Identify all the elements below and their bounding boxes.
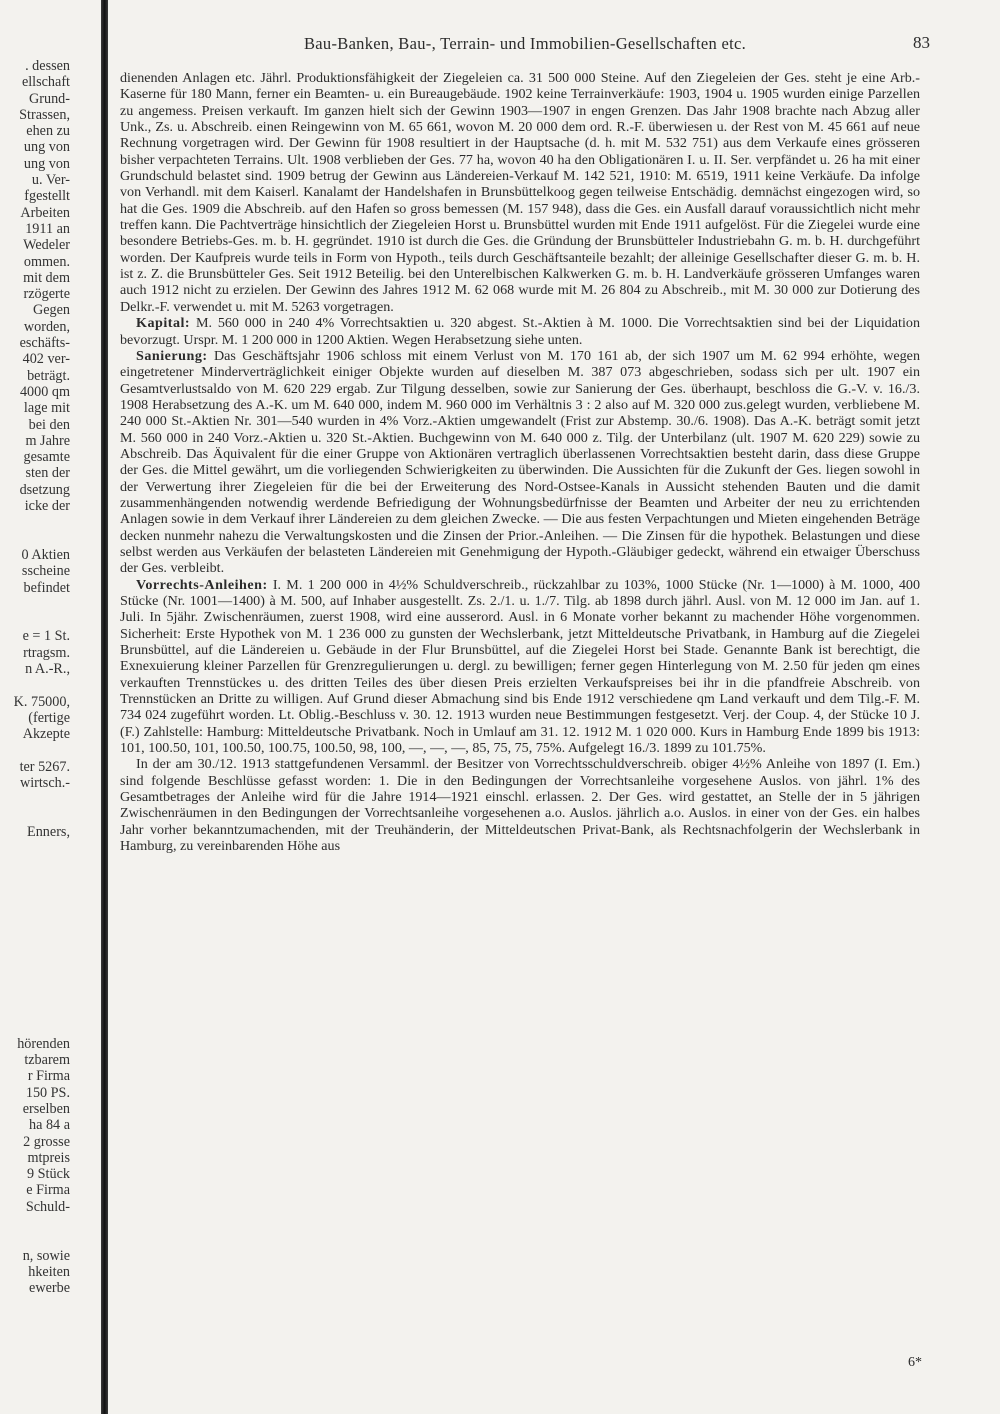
paragraph-intro: dienenden Anlagen etc. Jährl. Produktionsfähigkeit der Ziegeleien ca. 31 500 000 Steine. Auf den Ziegeleien der Ges. steht je eine Arb.-Kaserne für 180 Mann, ferner ein Beamten- u. ein Bureaugebäude. 1902 keine Terrainverkäufe: 1903, 1904 u. 1905 wurden einige Parzellen zu angemess. Preisen verkauft. Im ganzen hielt sich der Gewinn 1903—1907 in engen Grenzen. Das Jahr 1908 brachte nach Abzug aller Unk., Zs. u. Abschreib. einen Reingewinn von M. 65 661, wovon M. 20 000 dem ord. R.-F. überwiesen u. der Rest von M. 45 661 auf neue Rechnung vorgetragen wird. Der Gewinn für 1908 resultiert in der Hauptsache (d. h. mit M. 532 751) aus dem Verkaufe eines grösseren bisher verpachteten Terrains. Ult. 1908 verblieben der Ges. 77 ha, wovon 40 ha den Obligationären I. u. II. Ser. verpfändet u. 26 ha mit einer Grundschuld belastet sind. 1909 betrug der Gewinn aus Ländereien-Verkauf M. 142 521, 1910: M. 6519, 1911 keine Verkäufe. Da infolge von Verhandl. mit dem Kaiserl. Kanalamt der Handelshafen in Brunsbüttelkoog gegen teilweise Entschädig. demnächst eingezogen wird, so hat die Ges. 1909 die Abschreib. auf den Hafen so gross bemessen (M. 157 948), dass die Ges. ein Ausfall darauf voraussichtlich nicht mehr treffen kann. Die Pachtverträge hinsichtlich der Ziegeleien Horst u. Brunsbüttel wurden mit Ende 1911 aufgelöst. Für die Ziegelei wurde eine besondere Betriebs-Ges. m. b. H. gegründet. 1910 ist durch die Ges. die Gründung der Brunsbütteler Industriebahn G. m. b. H. durchgeführt worden. Der Kaufpreis wurde teils in Form von Hypoth., teils durch Geschäftsanteile bezahlt; der alleinige Gesellschafter dieser G. m. b. H. ist z. Z. die Brunsbütteler Ges. Seit 1912 Beteilig. bei den Unterelbischen Kalkwerken G. m. b. H. Landverkäufe grösseren Umfanges waren auch 1912 nicht zu erzielen. Der Gewinn des Jahres 1912 M. 62 068 wurde mit M. 26 804 zu Abschreib., mit M. 30 000 zur Dotierung des Delkr.-F. verwendet u. mit M. 5263 vorgetragen. <box>120 70 920 315</box>
kapital-heading: Kapital: <box>136 315 191 332</box>
sanierung-heading: Sanierung: <box>136 347 208 364</box>
fragment-line: . dessen <box>25 58 70 74</box>
fragment-line: 2 grosse <box>23 1133 70 1150</box>
fragment-line: beträgt. <box>27 367 70 384</box>
fragment-line: rtragsm. <box>23 644 70 661</box>
fragment-line: lage mit <box>23 400 70 417</box>
fragment-line: mit dem <box>23 269 70 286</box>
fragment-line: 1911 an <box>25 220 70 237</box>
fragment-line <box>0 612 70 628</box>
fragment-line <box>0 596 70 612</box>
running-head: Bau-Banken, Bau-, Terrain- und Immobilien-Gesellschaften etc. <box>303 34 747 53</box>
vorrechts-heading: Vorrechts-Anleihen: <box>136 576 268 593</box>
fragment-line: Grund- <box>29 90 70 107</box>
fragment-line: tzbarem <box>24 1052 70 1069</box>
fragment-line: fgestellt <box>24 188 70 205</box>
paragraph-vorrechts-anleihen <box>120 577 920 757</box>
vorrechts-text: I. M. 1 200 000 in 4½% Schuldverschreib., rückzahlbar zu 103%, 1000 Stücke (Nr. 1—1000) à M. 1000, 400 Stücke (Nr. 1001—1400) à M. 500, auf Inhaber ausgestellt. Zs. 2./1. u. 1./7. Tilg. ab 1898 durch jährl. Ausl. von M. 12 000 im Jan. auf 1. Juli. In 5jähr. Zwischenräumen, zuerst 1908, wird eine ausserord. Ausl. in 6 Monate vorher bekannt zu machender Höhe vorgenommen. Sicherheit: Erste Hypothek von M. 1 236 000 zu gunsten der Wechslerbank, jetzt Mitteldeutsche Privatbank, in Hamburg auf die Ziegelei Brunsbüttel, auf die Ländereien u. Gebäude in der Flur Brunsbüttel, auf die Ziegelei Horst bei Stade. Genannte Bank ist berechtigt, die Exnexuierung kleiner Parzellen für Grenzregulierungen u. dergl. zu bewilligen; ferner gegen Hinterlegung von M. 2.50 für jeden qm eines verkauften Trennstückes u. des dritten Teiles des über diesen Preis erzielten Verkaufspreises bei ihr in die pfandfreie Abschreib. von Trennstücken an Dritte zu willigen. Auf Grund dieser Abmachung sind bis Ende 1912 verschiedene qm Land verkauft und dem Tilg.-F. M. 734 024 zugeführt worden. Lt. Oblig.-Beschluss v. 30. 12. 1913 wurden neue Bestimmungen festgesetzt. Verj. der Coup. 4, der Stücke 10 J. (F.) Zahlstelle: Hamburg: Mitteldeutsche Privatbank. Noch in Umlauf am 31. 12. 1912 M. 1 020 000. Kurs in Hamburg Ende 1899 bis 1913: 101, 100.50, 101, 100.50, 100.75, 100.50, 98, 100, —, —, —, 85, 75, 75, 75%. Aufgelegt 16./3. 1899 zu 101.75%. <box>120 576 920 757</box>
fragment-line <box>0 971 70 987</box>
fragment-line <box>0 1215 70 1231</box>
fragment-line <box>0 840 70 856</box>
fragment-line <box>0 1003 70 1019</box>
fragment-line: ung von <box>23 139 70 156</box>
fragment-line: sten der <box>25 465 70 482</box>
fragment-line: 150 PS. <box>25 1084 70 1101</box>
fragment-line <box>0 889 70 905</box>
kapital-text: M. 560 000 in 240 4% Vorrechtsaktien u. 320 abgest. St.-Aktien à M. 1000. Die Vorrechtsaktien sind bei der Liquidation bevorzugt. Urspr. M. 1 200 000 in 1200 Aktien. Wegen Herabsetzung siehe unten. <box>120 315 920 348</box>
fragment-line: 402 ver- <box>22 351 70 368</box>
fragment-line: dsetzung <box>19 481 70 498</box>
fragment-line <box>0 677 70 693</box>
fragment-line: ommen. <box>23 253 70 270</box>
fragment-line: u. Ver- <box>31 172 70 189</box>
fragment-line: gesamte <box>23 449 70 466</box>
fragment-line: icke der <box>24 498 70 515</box>
fragment-line <box>0 1020 70 1036</box>
fragment-line: ter 5267. <box>19 758 70 775</box>
paragraph-versammlung: In der am 30./12. 1913 stattgefundenen Versamml. der Besitzer von Vorrechtsschuldverschreib. obiger 4½% Anleihe von 1897 (I. Em.) sind folgende Beschlüsse gefasst worden: 1. Die in den Bedingungen der Vorrechtsanleihe vorgesehene Auslos. von jährl. 1% des Gesamtbetrages der Anleihe wird für die Jahre 1914—1921 einschl. erlassen. 2. Der Ges. wird gestattet, an Stelle der in 5 jährigen Zwischenräumen in den Bedingungen der Vorrechtsanleihe vorgesehenen a.o. Auslos. jährlich a.o. Auslos. in einer von der Ges. ein halbes Jahr vorher bekanntzumachenden, mit der Treuhänderin, der Mitteldeutschen Privat-Bank, als Rechtsnachfolgerin der Wechslerbank in Hamburg, zu vereinbarenden Höhe aus <box>120 756 920 855</box>
fragment-line: erselben <box>22 1101 70 1117</box>
fragment-line: bei den <box>28 416 70 433</box>
main-text-column <box>120 70 920 855</box>
fragment-line: Akzepte <box>22 726 70 743</box>
fragment-line: Enners, <box>27 823 70 840</box>
fragment-line: rzögerte <box>23 286 70 303</box>
fragment-line: Strassen, <box>19 106 70 123</box>
fragment-line: n A.-R., <box>25 660 70 677</box>
fragment-line: 4000 qm <box>19 383 70 400</box>
fragment-line <box>0 1231 70 1247</box>
fragment-line <box>0 954 70 970</box>
fragment-line: Arbeiten <box>20 204 70 221</box>
fragment-line: ha 84 a <box>29 1117 70 1134</box>
fragment-line: ewerbe <box>29 1280 70 1297</box>
page-gutter-divider <box>101 0 108 1414</box>
sanierung-text: Das Geschäftsjahr 1906 schloss mit einem Verlust von M. 170 161 ab, der sich 1907 um M. 62 994 erhöhte, wegen eingetretener Minderverträglichkeit einiger Objekte wurden auf dieselben M. 387 073 abgeschrieben, sodass sich per ult. 1907 ein Gesamtverlustsaldo von M. 620 229 ergab. Zur Tilgung desselben, sowie zur Sanierung der Ges. überhaupt, beschloss die G.-V. v. 16./3. 1908 Herabsetzung des A.-K. um M. 640 000, indem M. 960 000 im Verhältnis 3 : 2 also auf M. 320 000 zus.gelegt wurden, verbliebene M. 240 000 St.-Aktien Nr. 301—540 wurden in 4% Vorz.-Aktien umgewandelt (Frist zur Abstemp. 30./6. 1908). Das A.-K. beträgt somit jetzt M. 560 000 in 240 Vorz.-Aktien u. 320 St.-Aktien. Buchgewinn von M. 640 000 z. Tilg. der Unterbilanz (ult. 1907 M. 620 229) sowie zu Abschreib. Das Äquivalent für die einer Gruppe von Aktionären vertraglich überlassenen Vorrechtsaktien besteht darin, dass diese Gruppe der Ges. die Mittel gewährt, um die vorliegenden Schwierigkeiten zu überwinden. Die Aussichten für die Zukunft der Ges. liegen sowohl in der Verwertung ihrer Ziegeleien für die bei der Erweiterung des Nord-Ostsee-Kanals in Aussicht stehenden Bauten und die damit zusammenhängenden notwendig werdende Befriedigung der Wohnungsbedürfnisse der Beamten und Arbeiter der neu zu errichtenden Anlagen sowie in dem Verkauf ihrer Ländereien zu dem gleichen Zwecke. — Die aus festen Verpachtungen und Mieten eingehenden Beträge decken nunmehr nahezu die Verwaltungskosten und die Zinsen der Prior.-Anleihen. — Die Zinsen für die hypothek. Belastungen und diese selbst werden aus Verkäufen der belasteten Ländereien mit Genehmigung der Hypoth.-Gläubiger gedeckt, während ein etwaiger Überschuss der Ges. verbleibt. <box>120 347 920 577</box>
fragment-line: (fertige <box>28 709 70 726</box>
fragment-line <box>0 938 70 954</box>
fragment-line: sscheine <box>21 563 70 580</box>
paragraph-kapital <box>120 315 920 348</box>
fragment-line: hkeiten <box>28 1263 70 1280</box>
fragment-line: Schuld- <box>25 1198 70 1215</box>
fragment-line: Gegen <box>32 302 70 319</box>
fragment-line: mtpreis <box>27 1149 70 1166</box>
fragment-line: Wedeler <box>23 237 70 254</box>
fragment-line: n, sowie <box>22 1247 70 1264</box>
fragment-line <box>0 514 70 530</box>
fragment-line: worden, <box>23 318 70 335</box>
fragment-line <box>0 857 70 873</box>
fragment-line <box>0 742 70 758</box>
page-number: 83 <box>913 33 930 52</box>
adjacent-page-fragments <box>0 58 70 1388</box>
signature-mark: 6* <box>908 1355 922 1370</box>
fragment-line <box>0 905 70 921</box>
fragment-line: 0 Aktien <box>21 546 70 563</box>
fragment-line: e = 1 St. <box>22 628 70 645</box>
fragment-line: ellschaft <box>21 74 70 91</box>
fragment-line: ehen zu <box>26 123 70 140</box>
fragment-line: e Firma <box>26 1182 70 1199</box>
fragment-line: wirtsch.- <box>19 775 70 792</box>
fragment-line: m Jahre <box>25 432 70 449</box>
fragment-line <box>0 791 70 807</box>
fragment-line: eschäfts- <box>19 335 70 352</box>
fragment-line: 9 Stück <box>27 1166 70 1183</box>
fragment-line <box>0 873 70 889</box>
paragraph-sanierung <box>120 348 920 577</box>
fragment-line <box>0 987 70 1003</box>
fragment-line <box>0 808 70 824</box>
fragment-line: K. 75000, <box>13 693 70 710</box>
fragment-line: r Firma <box>27 1068 70 1085</box>
fragment-line: ung von <box>23 155 70 172</box>
fragment-line: befindet <box>23 579 70 596</box>
fragment-line <box>0 922 70 938</box>
fragment-line: hörenden <box>17 1035 70 1052</box>
fragment-line <box>0 531 70 547</box>
